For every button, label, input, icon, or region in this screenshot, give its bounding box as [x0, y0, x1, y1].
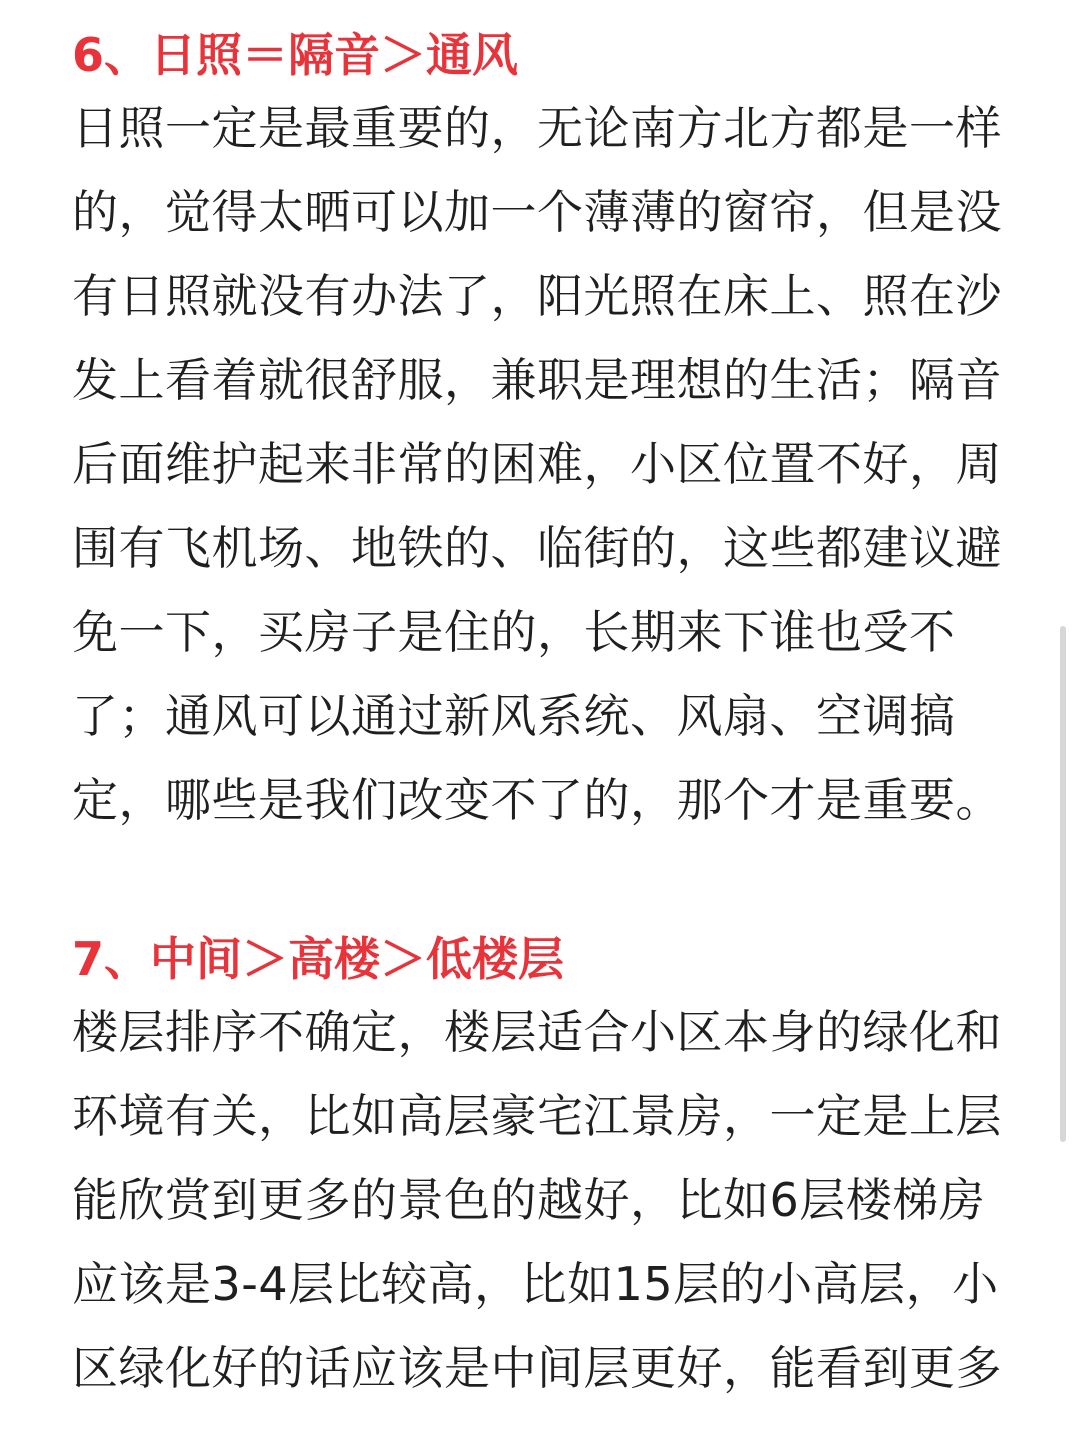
section-6 [72, 24, 1022, 842]
paragraph-line: 后面维护起来非常的困难，小区位置不好，周 [72, 437, 1002, 491]
paragraph-line: 定，哪些是我们改变不了的，那个才是重要。 [72, 773, 1002, 827]
section-7 [72, 928, 1022, 1410]
paragraph-line: 有日照就没有办法了，阳光照在床上、照在沙 [72, 269, 1002, 323]
paragraph-line: 区绿化好的话应该是中间层更好，能看到更多 [72, 1341, 1002, 1395]
paragraph-line: 发上看着就很舒服，兼职是理想的生活；隔音 [72, 353, 1002, 407]
paragraph-line: 楼层排序不确定，楼层适合小区本身的绿化和 [72, 1005, 1002, 1059]
paragraph-line: 了；通风可以通过新风系统、风扇、空调搞 [72, 689, 956, 743]
paragraph-line: 围有飞机场、地铁的、临街的，这些都建议避 [72, 521, 1002, 575]
section-heading: 6、日照＝隔音＞通风 [72, 28, 519, 82]
section-spacer [72, 842, 1022, 928]
paragraph-line: 免一下，买房子是住的，长期来下谁也受不 [72, 605, 956, 659]
paragraph-line: 的，觉得太晒可以加一个薄薄的窗帘，但是没 [72, 185, 1002, 239]
paragraph-line: 日照一定是最重要的，无论南方北方都是一样 [72, 101, 1002, 155]
section-heading: 7、中间＞高楼＞低楼层 [72, 932, 565, 986]
paragraph-line: 应该是3-4层比较高，比如15层的小高层，小 [72, 1257, 999, 1311]
scrollbar-thumb[interactable] [1060, 626, 1066, 1142]
paragraph-line: 能欣赏到更多的景色的越好，比如6层楼梯房 [72, 1173, 986, 1227]
paragraph-line: 环境有关，比如高层豪宅江景房，一定是上层 [72, 1089, 1002, 1143]
article-content [72, 24, 1022, 1410]
